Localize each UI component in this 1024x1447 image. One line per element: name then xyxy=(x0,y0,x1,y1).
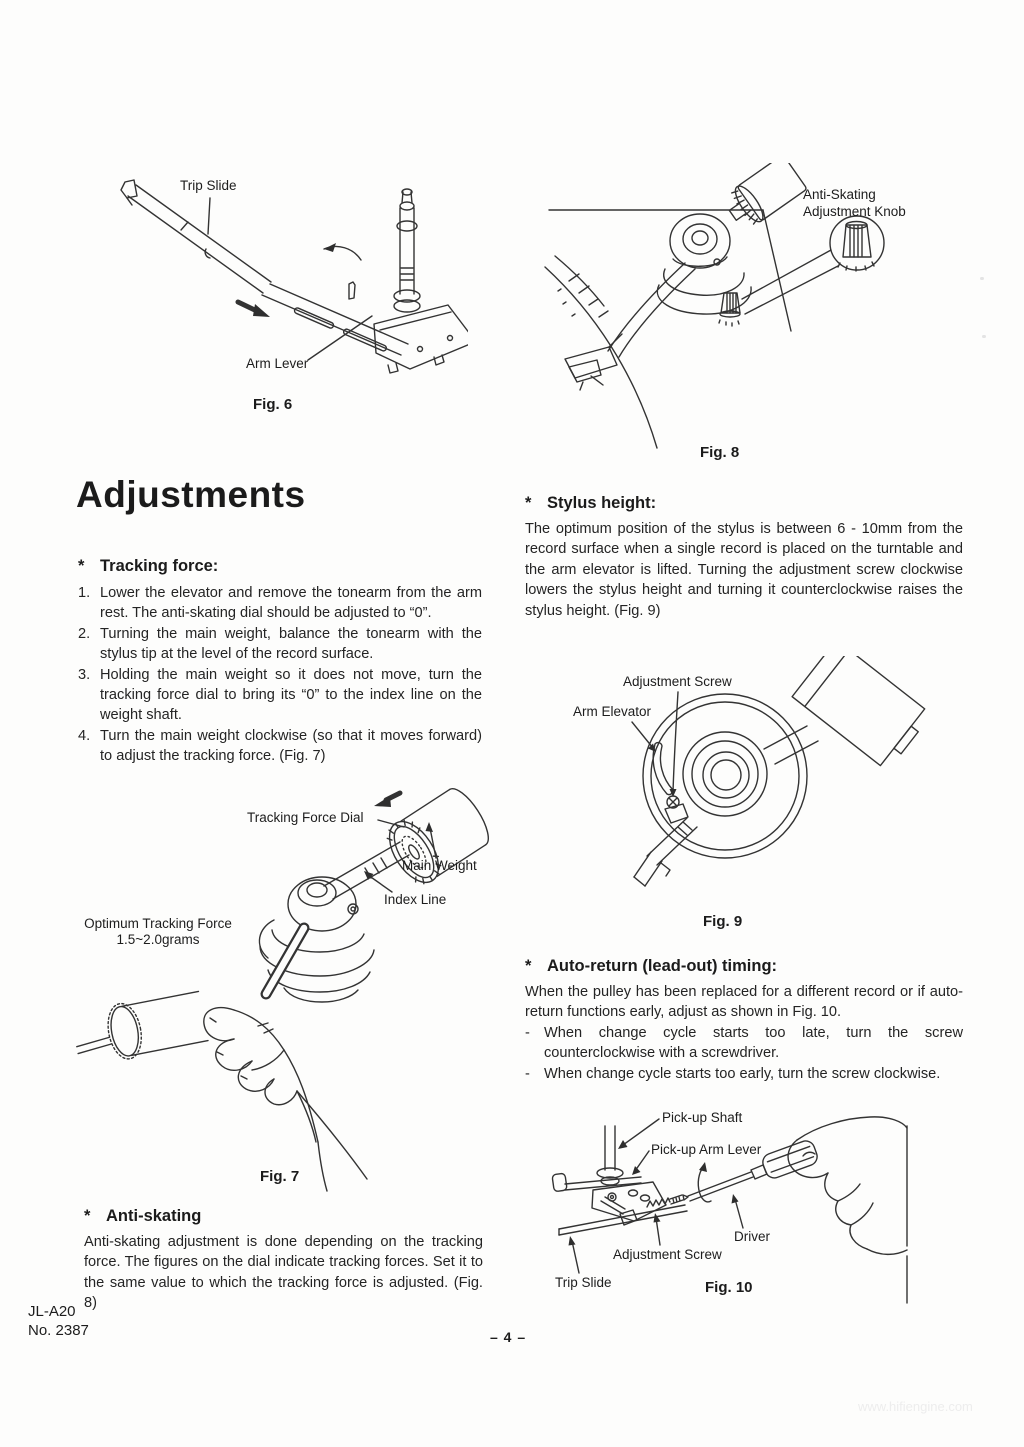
figure-6 xyxy=(118,172,468,417)
fig10-caption: Fig. 10 xyxy=(705,1279,753,1296)
item-text: Turn the main weight clockwise (so that it moves forward) to adjust the tracking force. (Fig. 7) xyxy=(100,727,482,765)
stylus-height-title: Stylus height: xyxy=(547,494,657,512)
list-item xyxy=(78,726,482,767)
fig8-line-art xyxy=(535,163,985,463)
anti-skating-title: Anti-skating xyxy=(106,1207,202,1225)
auto-return-intro: When the pulley has been replaced for a different record or if auto-return functions early, adjust as shown in Fig. 10. xyxy=(525,984,963,1021)
watermark: www.hifiengine.com xyxy=(858,1399,973,1414)
fig9-line-art xyxy=(535,656,985,941)
pickup-arm-lever-drawing xyxy=(552,1173,666,1225)
weight-shaft-drawing xyxy=(764,726,818,764)
slide-direction-arrow xyxy=(238,302,270,317)
auto-return-list xyxy=(525,1023,963,1084)
fig9-caption: Fig. 9 xyxy=(703,913,743,930)
fig10-label-driver: Driver xyxy=(734,1229,770,1244)
bullet-asterisk: * xyxy=(78,557,85,575)
held-weight-drawing xyxy=(70,989,208,1069)
trip-slide-drawing xyxy=(121,180,271,293)
fig6-label-trip-slide: Trip Slide xyxy=(180,178,237,193)
base-plate-drawing xyxy=(374,305,468,373)
pickup-shaft-drawing xyxy=(597,1126,623,1185)
tracking-force-dial-drawing xyxy=(380,782,497,891)
tracking-force-title: Tracking force: xyxy=(100,557,219,575)
auto-return-heading xyxy=(525,957,963,976)
fig10-label-pickup-arm-lever: Pick-up Arm Lever xyxy=(651,1142,762,1157)
fig10-label-pickup-shaft: Pick-up Shaft xyxy=(662,1110,743,1125)
fig9-label-adjustment-screw: Adjustment Screw xyxy=(623,674,732,689)
anti-skating-body: Anti-skating adjustment is done depending on the tracking force. The figures on the dial indicate tracking forces. Set it to the same value to which the tracking force is adjusted. (Fig. 8) xyxy=(84,1234,483,1312)
main-weight-drawing xyxy=(792,656,932,771)
fig8-caption: Fig. 8 xyxy=(700,444,740,461)
page-title: Adjustments xyxy=(76,474,306,515)
item-number: 1. xyxy=(78,585,91,601)
section-tracking-force xyxy=(78,557,482,767)
fig7-label-index-line: Index Line xyxy=(384,892,447,907)
hand-drawing xyxy=(204,1008,367,1191)
fig7-label-main-weight: Main Weight xyxy=(402,858,477,873)
weight-shaft-drawing xyxy=(324,842,409,899)
item-dash: - xyxy=(525,1065,530,1082)
item-text: Lower the elevator and remove the tonearm from the arm rest. The anti-skating dial should be adjusted to “0”. xyxy=(100,585,482,622)
fig8-label-anti-skating-1: Anti-Skating xyxy=(803,187,876,202)
anti-skating-heading xyxy=(84,1207,483,1226)
fig7-label-optimum-2: 1.5~2.0grams xyxy=(116,932,200,947)
arm-lever-drawing xyxy=(262,282,408,355)
item-number: 3. xyxy=(78,666,91,683)
item-text: When change cycle starts too early, turn the screw clockwise. xyxy=(544,1065,941,1082)
fig7-line-art xyxy=(62,780,512,1195)
list-item xyxy=(78,665,482,726)
list-item xyxy=(78,583,482,624)
fig10-label-adjustment-screw: Adjustment Screw xyxy=(613,1247,722,1262)
anti-skating-knob-drawing xyxy=(719,293,740,326)
fig7-caption: Fig. 7 xyxy=(260,1168,300,1185)
footer-number: No. 2387 xyxy=(28,1321,89,1339)
pivot-base-top-view xyxy=(643,694,807,858)
stylus-height-body: The optimum position of the stylus is between 6 - 10mm from the record surface when a single record is placed on the turntable and the arm elevator is lifted. Turning the adjustment screw clockwise lowers the stylus height and turning it counterclockwise raises the stylus height. (Fig. 9) xyxy=(525,521,963,619)
auto-return-title: Auto-return (lead-out) timing: xyxy=(547,957,778,975)
pickup-shaft-drawing xyxy=(394,189,420,312)
fig7-label-optimum-1: Optimum Tracking Force xyxy=(84,916,232,931)
magnifier-callout xyxy=(742,216,884,314)
tonearm-tube-drawing xyxy=(634,818,697,886)
bullet-asterisk: * xyxy=(525,957,532,975)
tracking-force-list xyxy=(78,583,482,767)
footer-model: JL-A20 xyxy=(28,1303,76,1320)
stylus-height-heading xyxy=(525,494,963,513)
trip-slide-drawing xyxy=(559,1205,687,1235)
tonearm-pivot-drawing xyxy=(657,214,751,314)
tonearm-tube-drawing xyxy=(565,263,695,390)
fig6-label-arm-lever: Arm Lever xyxy=(246,356,309,371)
scan-speck xyxy=(982,335,986,338)
section-auto-return xyxy=(525,957,963,1084)
item-number: 2. xyxy=(78,625,91,642)
figure-9 xyxy=(535,656,985,941)
page-number: – 4 – xyxy=(490,1329,527,1345)
scan-speck xyxy=(980,277,984,280)
figure-7 xyxy=(62,780,512,1195)
rotate-arrow xyxy=(324,243,361,260)
list-item xyxy=(525,1064,963,1084)
tracking-force-heading xyxy=(78,557,482,576)
adjustment-screw-drawing xyxy=(665,796,688,823)
footer-id-block xyxy=(28,1303,89,1340)
bullet-asterisk: * xyxy=(84,1207,91,1225)
figure-8 xyxy=(535,163,985,463)
item-dash: - xyxy=(525,1024,530,1041)
fig6-line-art xyxy=(118,172,468,417)
list-item xyxy=(525,1023,963,1064)
fig8-label-anti-skating-2: Adjustment Knob xyxy=(803,204,906,219)
section-anti-skating xyxy=(84,1207,483,1314)
item-text: When change cycle starts too late, turn the screw counterclockwise with a screwdriver. xyxy=(544,1024,963,1062)
fig6-caption: Fig. 6 xyxy=(253,396,293,413)
record-drawing xyxy=(545,256,657,448)
tonearm-tube-drawing xyxy=(266,928,304,994)
item-number: 4. xyxy=(78,727,91,744)
turn-direction-arrow xyxy=(374,793,400,807)
item-text: Turning the main weight, balance the tonearm with the stylus tip at the level of the record surface. xyxy=(100,625,482,663)
counterweight-drawing xyxy=(721,163,807,233)
fig7-label-tracking-force-dial: Tracking Force Dial xyxy=(247,810,364,825)
bullet-asterisk: * xyxy=(525,494,532,512)
fig9-label-arm-elevator: Arm Elevator xyxy=(573,704,652,719)
plinth-lines xyxy=(549,210,791,331)
hand-drawing xyxy=(788,1117,907,1303)
fig10-label-trip-slide: Trip Slide xyxy=(555,1275,612,1290)
section-stylus-height xyxy=(525,494,963,621)
item-text: Holding the main weight so it does not move, turn the tracking force dial to bring its “0” to the index line on the weight shaft. xyxy=(100,666,482,724)
figure-10 xyxy=(535,1098,985,1323)
list-item xyxy=(78,624,482,665)
